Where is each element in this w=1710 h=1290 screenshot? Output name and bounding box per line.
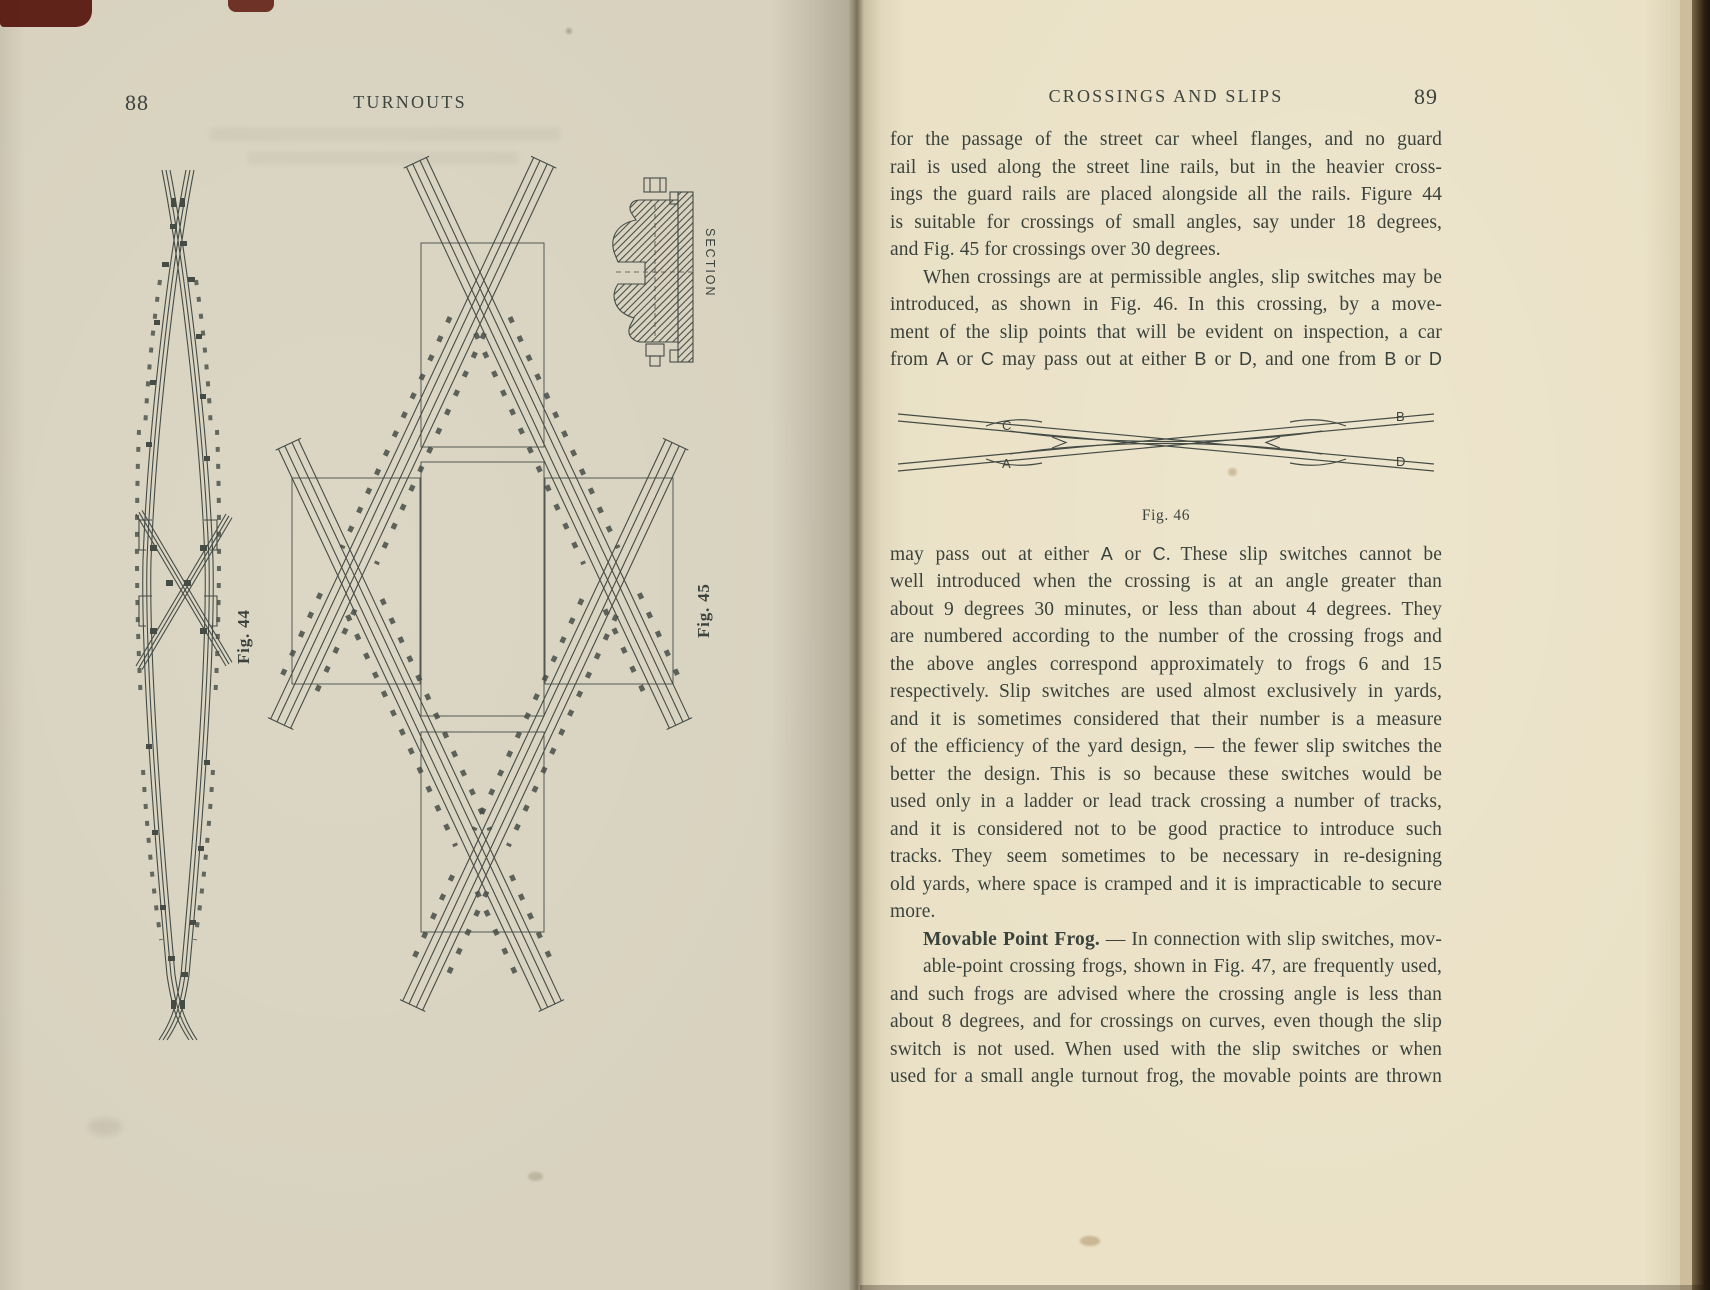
cover-mark — [228, 0, 274, 12]
text-line: the above angles correspond approximately to frogs 6 and 15 — [890, 653, 1442, 675]
running-head-left: TURNOUTS — [353, 92, 467, 112]
figure-46 — [890, 396, 1442, 525]
text-line: Movable Point Frog. — In connection with slip switches, mov- — [923, 928, 1442, 950]
paper-stain — [1228, 468, 1237, 476]
fig44-details — [146, 198, 210, 1009]
page-number-left: 88 — [125, 90, 149, 115]
fig44-drawing — [136, 170, 232, 1040]
fig46-label-a: A — [1002, 455, 1011, 471]
paragraph — [890, 541, 1442, 926]
text-line: able-point crossing frogs, shown in Fig. 47, are frequently used, — [923, 956, 1442, 977]
text-line: old yards, where space is cramped and it is impracticable to secure — [890, 873, 1442, 895]
text-line: rail is used along the street line rails, but in the heavier cross- — [890, 156, 1442, 178]
cover-mark — [0, 0, 92, 27]
paragraph — [890, 264, 1442, 374]
fig44-label: Fig. 44 — [234, 609, 253, 664]
text-line: about 9 degrees 30 minutes, or less than about 4 degrees. They — [890, 598, 1442, 620]
paper-stain — [1080, 1236, 1100, 1246]
text-line: about 8 degrees, and for crossings on curves, even though the slip — [890, 1011, 1442, 1032]
running-head-right: CROSSINGS AND SLIPS — [1048, 86, 1284, 106]
text-line: more. — [890, 901, 936, 922]
text-line: and Fig. 45 for crossings over 30 degrees. — [890, 239, 1221, 260]
text-line: When crossings are at permissible angles, slip switches may be — [923, 266, 1442, 288]
text-line: ings the guard rails are placed alongside all the rails. Figure 44 — [890, 184, 1442, 205]
text-line: and it is considered not to be good practice to introduce such — [890, 818, 1442, 840]
text-line: introduced, as shown in Fig. 46. In this crossing, by a move- — [890, 294, 1442, 315]
text-line: respectively. Slip switches are used almost exclusively in yards, — [890, 681, 1442, 702]
rail-section-drawing — [613, 178, 693, 366]
book-spine-gutter — [848, 0, 864, 1290]
fig46-label-c: C — [1002, 417, 1012, 433]
fig45-label: Fig. 45 — [694, 583, 713, 638]
text-line: are numbered according to the number of the crossing frogs and — [890, 626, 1442, 647]
fig46-caption: Fig. 46 — [1141, 506, 1191, 524]
text-line: and such frogs are advised where the crossing angle is less than — [890, 983, 1442, 1005]
text-line: well introduced when the crossing is at an angle greater than — [890, 571, 1442, 592]
text-line: ment of the slip points that will be evident on inspection, a car — [890, 321, 1442, 343]
book-cover-edge — [1692, 0, 1710, 1290]
text-line: tracks. They seem sometimes to be necessary in re-designing — [890, 846, 1442, 867]
section-label: SECTION — [703, 228, 717, 298]
fig45-drawing — [263, 154, 696, 1014]
fig46-drawing — [890, 396, 1442, 500]
text-line: and it is sometimes considered that their number is a measure — [890, 708, 1442, 730]
book-page-right — [856, 0, 1694, 1290]
text-line: better the design. This is so because these switches would be — [890, 763, 1442, 785]
text-line: for the passage of the street car wheel flanges, and no guard — [890, 129, 1442, 150]
paragraph — [890, 126, 1442, 264]
text-line: may pass out at either A or C. These slip switches cannot be — [890, 543, 1442, 565]
text-line: switch is not used. When used with the slip switches or when — [890, 1038, 1442, 1060]
text-line: of the efficiency of the yard design, — the fewer slip switches the — [890, 736, 1442, 757]
text-line: is suitable for crossings of small angles, say under 18 degrees, — [890, 211, 1442, 233]
fig46-label-d: D — [1396, 453, 1406, 469]
text-line: used for a small angle turnout frog, the movable points are thrown — [890, 1066, 1442, 1087]
fig46-label-b: B — [1396, 408, 1405, 424]
paragraph-lines — [890, 953, 1442, 1091]
body-text-column — [890, 126, 1442, 1091]
paragraph — [890, 926, 1442, 1091]
text-line: used only in a ladder or lead track crossing a number of tracks, — [890, 791, 1442, 812]
paper-stain — [88, 1118, 122, 1136]
page-number-right: 89 — [1414, 84, 1438, 109]
paragraph-lead: Movable Point Frog. — [923, 928, 1100, 950]
paper-stain — [528, 1172, 543, 1181]
paper-stain — [566, 28, 572, 34]
text-line: from A or C may pass out at either B or D, and one from B or D — [890, 349, 1443, 370]
page-bottom-shadow — [860, 1285, 1710, 1290]
